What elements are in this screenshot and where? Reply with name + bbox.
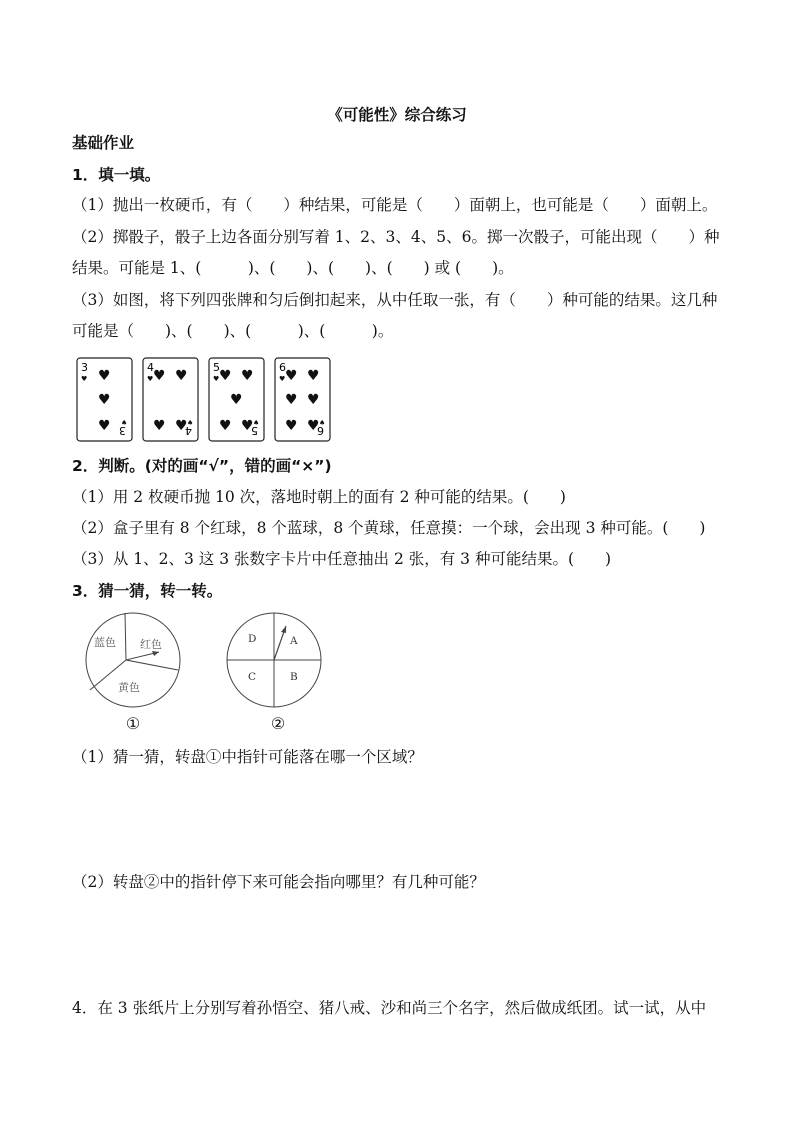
svg-text:♥: ♥ (307, 418, 320, 434)
region-label-red: 红色 (140, 638, 162, 651)
spinner-two-label: ② (270, 714, 286, 733)
svg-text:♠: ♠ (253, 419, 260, 427)
spinner-two (224, 610, 324, 710)
svg-text:♥: ♥ (285, 392, 298, 408)
svg-text:♥: ♥ (307, 392, 320, 408)
playing-cards (76, 357, 336, 442)
region-label-a: A (290, 635, 298, 647)
svg-text:♥: ♥ (285, 418, 298, 434)
q1-part3-line2: 可能是（ )、( )、( )、( )。 (72, 322, 394, 340)
svg-text:♠: ♠ (187, 419, 194, 427)
q2-heading: 2．判断。(对的画“√”，错的画“×”) (72, 457, 332, 475)
q1-part1: （1）抛出一枚硬币，有（ ）种结果，可能是（ ）面朝上，也可能是（ ）面朝上。 (72, 196, 718, 214)
svg-text:♥: ♥ (98, 368, 111, 384)
region-label-blue: 蓝色 (94, 636, 116, 649)
q2-item2: （2）盒子里有 8 个红球，8 个蓝球，8 个黄球，任意摸：一个球，会出现 3 种可能。( ) (72, 519, 706, 537)
card-rank-inverted: 4 (185, 424, 192, 437)
region-label-d: D (248, 633, 257, 645)
svg-text:♥: ♥ (241, 368, 254, 384)
svg-text:♥: ♥ (175, 418, 188, 434)
card-five-of-hearts (208, 357, 265, 442)
svg-text:♥: ♥ (307, 368, 320, 384)
card-rank-inverted: 5 (251, 424, 258, 437)
svg-text:♥: ♥ (213, 375, 220, 383)
card-rank-inverted: 6 (317, 424, 324, 437)
q1-heading: 1．填一填。 (72, 166, 161, 184)
card-rank: 3 (81, 361, 88, 374)
q3-part1: （1）猜一猜，转盘①中指针可能落在哪一个区域？ (72, 748, 423, 766)
card-three-of-hearts (76, 357, 133, 442)
svg-text:♥: ♥ (81, 375, 88, 383)
svg-text:♥: ♥ (285, 368, 298, 384)
section-heading: 基础作业 (72, 134, 135, 152)
q1-part2-line2: 结果。可能是 1、( )、( )、( )、( ) 或 ( )。 (72, 259, 514, 277)
svg-text:♥: ♥ (175, 368, 188, 384)
svg-text:♥: ♥ (147, 375, 154, 383)
svg-text:♥: ♥ (219, 368, 232, 384)
q4-text: 4．在 3 张纸片上分别写着孙悟空、猪八戒、沙和尚三个名字，然后做成纸团。试一试，从中 (72, 999, 707, 1017)
region-label-b: B (290, 671, 298, 683)
q3-part2: （2）转盘②中的指针停下来可能会指向哪里？有几种可能？ (72, 873, 485, 891)
svg-text:♥: ♥ (230, 392, 243, 408)
q1-part2-line1: （2）掷骰子，骰子上边各面分别写着 1、2、3、4、5、6。掷一次骰子，可能出现（ ）种 (72, 228, 720, 246)
card-six-of-hearts (274, 357, 331, 442)
q1-part3-line1: （3）如图，将下列四张牌和匀后倒扣起来，从中任取一张，有（ ）种可能的结果。这几种 (72, 291, 718, 309)
q3-heading: 3．猜一猜，转一转。 (72, 582, 223, 600)
card-rank: 4 (147, 361, 154, 374)
card-rank: 5 (213, 361, 220, 374)
svg-text:♠: ♠ (121, 419, 128, 427)
region-label-c: C (248, 671, 257, 683)
svg-text:♥: ♥ (241, 418, 254, 434)
svg-text:♥: ♥ (98, 418, 111, 434)
svg-text:♥: ♥ (98, 392, 111, 408)
page-title: 《可能性》综合练习 (327, 106, 467, 124)
q2-item1: （1）用 2 枚硬币抛 10 次，落地时朝上的面有 2 种可能的结果。( ) (72, 488, 566, 506)
q2-item3: （3）从 1、2、3 这 3 张数字卡片中任意抽出 2 张，有 3 种可能结果。( ) (72, 550, 612, 568)
svg-text:♥: ♥ (153, 418, 166, 434)
svg-text:♥: ♥ (279, 375, 286, 383)
svg-text:♥: ♥ (219, 418, 232, 434)
svg-text:♥: ♥ (153, 368, 166, 384)
spinner-one-label: ① (125, 714, 141, 733)
card-four-of-hearts (142, 357, 199, 442)
spinner-one (80, 610, 186, 710)
svg-text:♠: ♠ (319, 419, 326, 427)
card-rank-inverted: 3 (119, 424, 126, 437)
region-label-yellow: 黄色 (118, 681, 140, 694)
card-rank: 6 (279, 361, 286, 374)
